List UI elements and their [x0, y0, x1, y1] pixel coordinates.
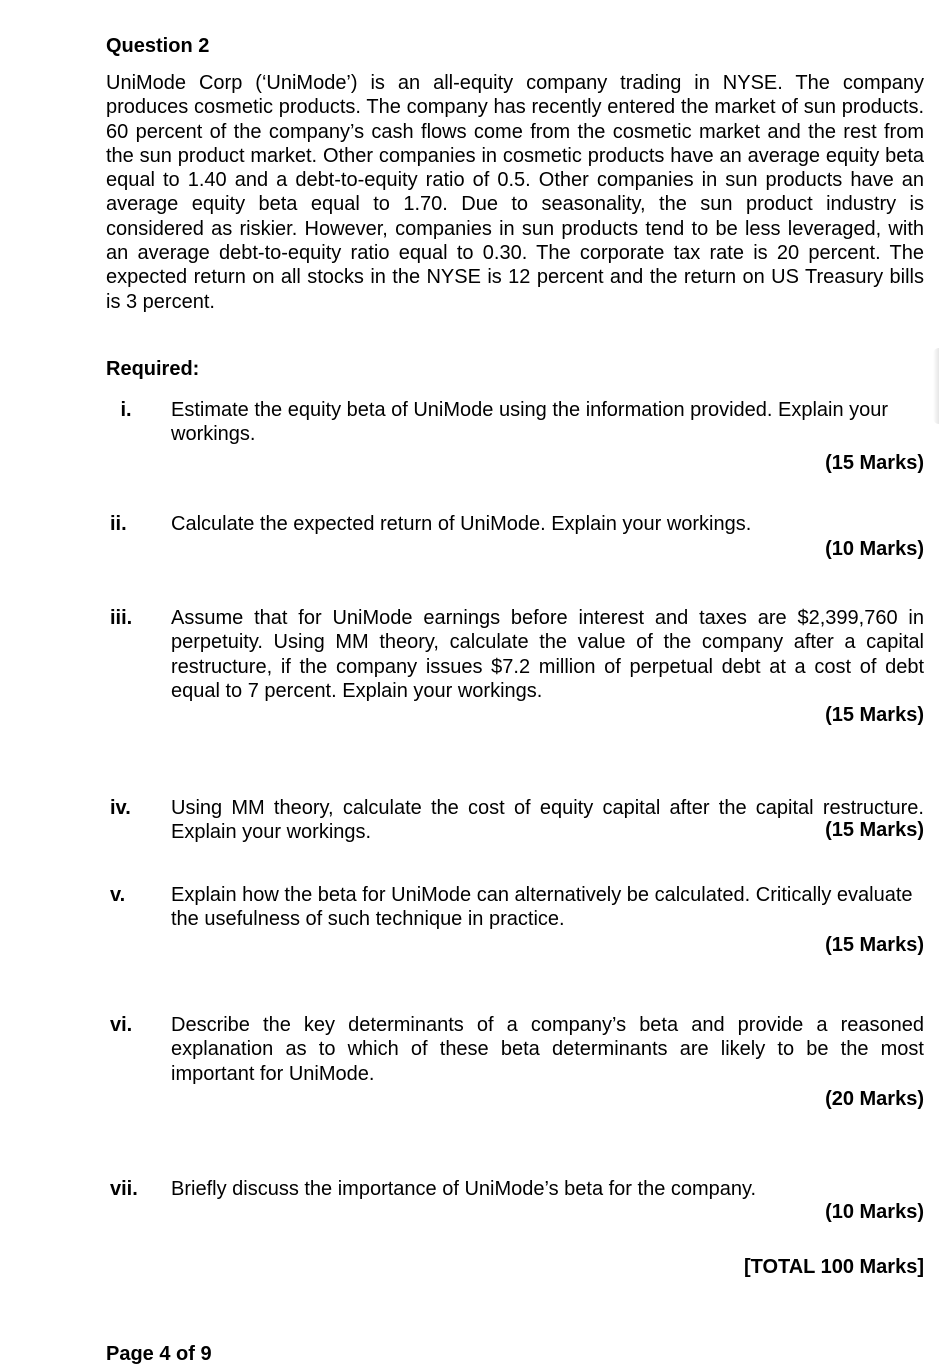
item-marks: (15 Marks) [825, 704, 924, 726]
item-number: vi. [110, 1014, 133, 1036]
question-intro: UniMode Corp (‘UniMode’) is an all-equity company trading in NYSE. The company produces cosmetic products. The company has recently entered the market of sun products. 60 percent of the company’s cash flows come from the cosmetic market and the rest from the sun product market. Other companies in cosmetic products have an average equity beta equal to 1.40 and a debt-to-equity ratio of 0.5. Other companies in sun products have an average equity beta equal to 1.70. Due to seasonality, the sun product industry is considered as riskier. However, companies in sun products tend to be less leveraged, with an average debt-to-equity ratio equal to 0.30. The corporate tax rate is 20 percent. The expected return on all stocks in the NYSE is 12 percent and the return on US Treasury bills is 3 percent. [106, 72, 924, 313]
page-number: Page 4 of 9 [106, 1343, 212, 1365]
question-title: Question 2 [106, 35, 210, 57]
scroll-edge-shadow [933, 348, 939, 424]
item-number: v. [110, 884, 126, 906]
item-marks: (20 Marks) [825, 1088, 924, 1110]
item-number: ii. [110, 513, 127, 535]
item-text: Using MM theory, calculate the cost of equity capital after the capital restructure. Explain your workings. [171, 797, 924, 844]
required-heading: Required: [106, 358, 200, 380]
item-text: Explain how the beta for UniMode can alternatively be calculated. Critically evaluate the usefulness of such technique in practice. [171, 884, 913, 931]
item-number: vii. [110, 1178, 138, 1200]
item-marks: (10 Marks) [825, 1201, 924, 1223]
item-number: iii. [110, 607, 133, 629]
item-text: Assume that for UniMode earnings before interest and taxes are $2,399,760 in perpetuity. Using MM theory, calculate the value of the company after a capital restructure, if the company issues $7.2 million of perpetual debt at a cost of debt equal to 7 percent. Explain your workings. [171, 607, 924, 702]
item-text: Calculate the expected return of UniMode. Explain your workings. [171, 513, 752, 535]
total-marks: [TOTAL 100 Marks] [743, 1256, 924, 1278]
item-text: Estimate the equity beta of UniMode using the information provided. Explain your workings. [171, 399, 889, 446]
item-marks: (10 Marks) [825, 538, 924, 560]
item-number: i. [120, 399, 132, 421]
item-text: Describe the key determinants of a company’s beta and provide a reasoned explanation as to which of these beta determinants are likely to be the most important for UniMode. [171, 1014, 924, 1085]
item-text: Briefly discuss the importance of UniMode’s beta for the company. [171, 1178, 757, 1200]
item-marks: (15 Marks) [825, 452, 924, 474]
item-marks: (15 Marks) [825, 934, 924, 956]
item-number: iv. [110, 797, 131, 819]
item-marks: (15 Marks) [825, 819, 924, 841]
